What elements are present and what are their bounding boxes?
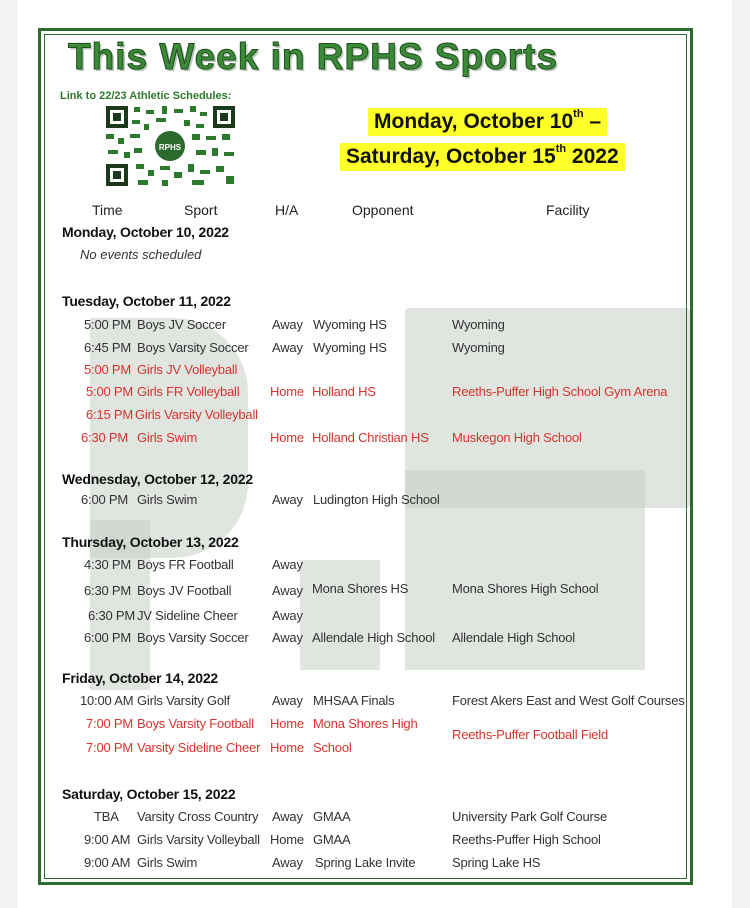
event-time: 4:30 PM	[84, 557, 132, 572]
date-range-line1: Monday, October 10th –	[368, 108, 607, 136]
event-time: 9:00 AM	[84, 855, 131, 870]
event-time: 6:00 PM	[84, 630, 132, 645]
event-ha: Home	[270, 430, 304, 445]
event-sport: Boys Varsity Soccer	[137, 340, 249, 355]
header-sport: Sport	[184, 202, 218, 218]
event-facility: Spring Lake HS	[452, 855, 541, 870]
day-heading-wednesday: Wednesday, October 12, 2022	[62, 471, 253, 487]
event-opponent: Allendale High School	[312, 630, 435, 645]
qr-center-text: RPHS	[158, 143, 182, 152]
event-ha: Away	[272, 317, 303, 332]
event-ha: Away	[272, 557, 303, 572]
event-opponent: Holland HS	[312, 384, 376, 399]
event-ha: Away	[272, 855, 303, 870]
event-opponent: GMAA	[313, 809, 351, 824]
event-time: 10:00 AM	[80, 693, 134, 708]
event-sport: Boys Varsity Football	[137, 716, 254, 731]
event-facility: Wyoming	[452, 317, 505, 332]
event-facility: Forest Akers East and West Golf Courses	[452, 693, 685, 708]
event-time: 6:30 PM	[84, 583, 132, 598]
event-sport: Girls JV Volleyball	[137, 362, 238, 377]
no-events-text: No events scheduled	[80, 247, 202, 262]
event-sport: Varsity Sideline Cheer	[137, 740, 261, 755]
event-sport: Girls Varsity Volleyball	[135, 407, 258, 422]
event-time: 9:00 AM	[84, 832, 131, 847]
header-ha: H/A	[275, 202, 299, 218]
header-time: Time	[92, 202, 123, 218]
day-heading-thursday: Thursday, October 13, 2022	[62, 534, 239, 550]
header-opponent: Opponent	[352, 202, 414, 218]
event-sport: Boys Varsity Soccer	[137, 630, 249, 645]
event-facility: Reeths-Puffer Football Field	[452, 727, 609, 742]
event-sport: Girls Varsity Golf	[137, 693, 230, 708]
day-heading-tuesday: Tuesday, October 11, 2022	[62, 293, 231, 309]
event-sport: Boys FR Football	[137, 557, 234, 572]
event-time: 7:00 PM	[86, 740, 134, 755]
event-time: 7:00 PM	[86, 716, 134, 731]
day-heading-friday: Friday, October 14, 2022	[62, 670, 219, 686]
event-time: 6:00 PM	[81, 492, 129, 507]
page-title: This Week in RPHS Sports	[68, 36, 559, 77]
event-facility: Reeths-Puffer High School Gym Arena	[452, 384, 668, 399]
event-opponent: Holland Christian HS	[312, 430, 429, 445]
event-ha: Away	[272, 340, 303, 355]
day-heading-monday: Monday, October 10, 2022	[62, 224, 229, 240]
event-facility: Reeths-Puffer High School	[452, 832, 601, 847]
event-ha: Home	[270, 384, 304, 399]
event-facility: Mona Shores High School	[452, 581, 599, 596]
day-heading-saturday: Saturday, October 15, 2022	[62, 786, 236, 802]
event-opponent: MHSAA Finals	[313, 693, 395, 708]
event-time: 5:00 PM	[86, 384, 134, 399]
event-facility: Wyoming	[452, 340, 505, 355]
event-time: TBA	[94, 809, 119, 824]
event-sport: Boys JV Football	[137, 583, 232, 598]
event-ha: Home	[270, 716, 304, 731]
schedule-link-label: Link to 22/23 Athletic Schedules:	[60, 90, 232, 102]
event-opponent: GMAA	[313, 832, 351, 847]
event-ha: Away	[272, 693, 303, 708]
qr-code-icon[interactable]	[104, 104, 237, 188]
header-facility: Facility	[546, 202, 590, 218]
event-sport: Girls Swim	[137, 430, 198, 445]
event-time: 6:30 PM	[88, 608, 136, 623]
event-opponent: Mona Shores HS	[312, 581, 409, 596]
event-sport: Girls FR Volleyball	[137, 384, 240, 399]
event-facility: Allendale High School	[452, 630, 575, 645]
event-opponent: Wyoming HS	[313, 317, 387, 332]
event-opponent: Mona Shores High	[313, 716, 418, 731]
event-opponent: Wyoming HS	[313, 340, 387, 355]
event-ha: Away	[272, 583, 303, 598]
event-ha: Away	[272, 809, 303, 824]
event-ha: Away	[272, 608, 303, 623]
event-ha: Home	[270, 740, 304, 755]
event-time: 5:00 PM	[84, 362, 132, 377]
event-opponent: Spring Lake Invite	[315, 855, 416, 870]
event-opponent: School	[313, 740, 352, 755]
event-ha: Away	[272, 492, 303, 507]
event-time: 6:30 PM	[81, 430, 129, 445]
event-facility: Muskegon High School	[452, 430, 582, 445]
event-time: 5:00 PM	[84, 317, 132, 332]
event-time: 6:45 PM	[84, 340, 132, 355]
event-sport: Girls Swim	[137, 492, 198, 507]
event-sport: Boys JV Soccer	[137, 317, 226, 332]
event-ha: Away	[272, 630, 303, 645]
event-ha: Home	[270, 832, 304, 847]
event-sport: Girls Swim	[137, 855, 198, 870]
event-sport: Girls Varsity Volleyball	[137, 832, 260, 847]
date-range-line2: Saturday, October 15th 2022	[340, 143, 625, 171]
event-facility: University Park Golf Course	[452, 809, 607, 824]
event-time: 6:15 PM	[86, 407, 134, 422]
event-opponent: Ludington High School	[313, 492, 440, 507]
event-sport: JV Sideline Cheer	[137, 608, 238, 623]
event-sport: Varsity Cross Country	[137, 809, 259, 824]
